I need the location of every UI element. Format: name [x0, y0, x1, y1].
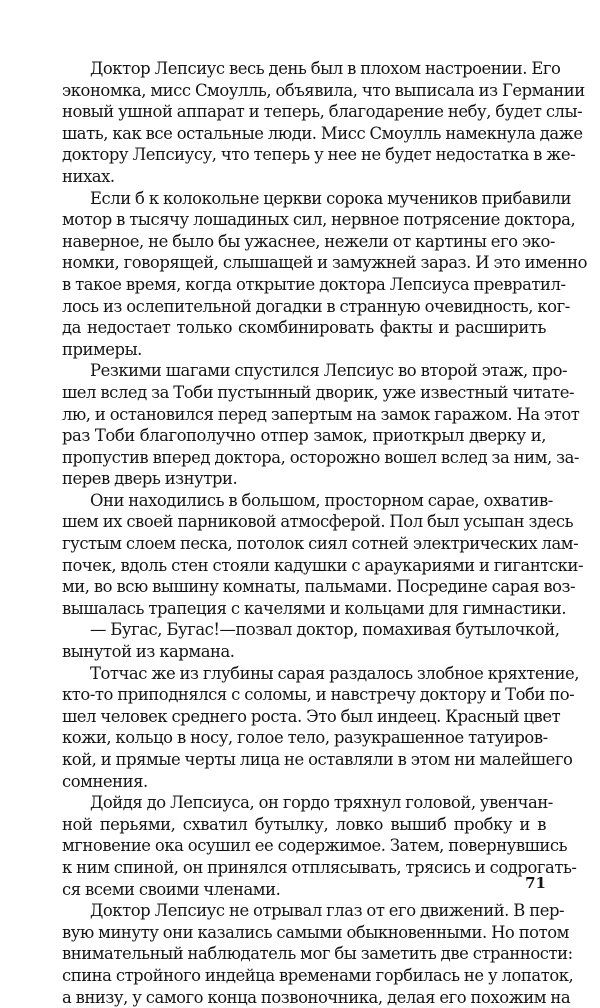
- text-line: спина стройного индейца временами горбилась не у лопаток,: [62, 965, 574, 985]
- text-line: Если б к колокольне церкви сорока мучеников прибавили: [90, 188, 572, 208]
- text-line: наверное, не было бы ужаснее, нежели от картины его эко-: [62, 231, 555, 251]
- text-line: нихах.: [62, 166, 115, 186]
- paragraph: [62, 663, 580, 793]
- text-line: примеры.: [62, 339, 142, 359]
- text-line: да недостает только скомбинировать факты и расширить: [62, 318, 546, 338]
- text-line: сомнения.: [62, 771, 148, 791]
- text-line: Тотчас же из глубины сарая раздалось злобное кряхтение,: [90, 663, 580, 683]
- text-line: номки, говорящей, слышащей и замужней зараз. И это именно: [62, 253, 587, 273]
- paragraph: [62, 792, 577, 900]
- text-line: — Бугас, Бугас!—позвал доктор, помахивая бутылочкой,: [90, 620, 560, 640]
- text-line: мотор в тысячу лошадиных сил, нервное потрясение доктора,: [62, 210, 576, 230]
- text-line: густым слоем песка, потолок сиял сотней электрических лам-: [62, 534, 579, 554]
- text-line: вынутой из кармана.: [62, 642, 235, 662]
- text-line: вую минуту они казались самыми обыкновенными. Но потом: [62, 922, 569, 942]
- text-line: Доктор Лепсиус весь день был в плохом настроении. Его: [90, 59, 561, 78]
- text-line: вышалась трапеция с качелями и кольцами для гимнастики.: [62, 598, 567, 618]
- text-line: ной перьями, схватил бутылку, ловко вышиб пробку и в: [62, 814, 546, 834]
- text-line: к ним спиной, он принялся отплясывать, трясись и содрогать-: [62, 857, 577, 877]
- text-line: Доктор Лепсиус не отрывал глаз от его движений. В пер-: [90, 901, 565, 921]
- text-line: шем их своей парниковой атмосферой. Пол был усыпан здесь: [62, 512, 574, 532]
- text-line: доктору Лепсиусу, что теперь у нее не будет недостатка в же-: [62, 145, 576, 165]
- paragraph: [62, 900, 574, 1008]
- text-line: шел человек среднего роста. Это был индеец. Красный цвет: [62, 706, 561, 726]
- paragraph: [62, 360, 580, 490]
- text-line: внимательный наблюдатель мог бы заметить две странности:: [62, 944, 573, 964]
- text-line: Дойдя до Лепсиуса, он гордо тряхнул головой, увенчан-: [90, 793, 553, 813]
- text-line: ся всеми своими членами.: [62, 879, 281, 899]
- text-line: кто-то приподнялся с соломы, и навстречу доктору и Тоби по-: [62, 685, 575, 705]
- text-line: Они находились в большом, просторном сарае, охватив-: [90, 490, 553, 510]
- text-line: кой, и прямые черты лица не оставляли в этом ни малейшего: [62, 750, 573, 769]
- text-line: лось из ослепительной догадки в странную очевидность, ког-: [62, 296, 570, 316]
- text-line: Резкими шагами спустился Лепсиус во второй этаж, про-: [90, 361, 568, 381]
- text-line: а внизу, у самого конца позвоночника, делая его похожим на: [62, 987, 571, 1007]
- text-line: пропустив вперед доктора, осторожно вошел вслед за ним, за-: [62, 447, 579, 467]
- paragraph: [62, 490, 584, 620]
- book-page: [62, 58, 587, 1007]
- text-line: мгновение ока осушил ее содержимое. Затем, повернувшись: [62, 836, 568, 856]
- paragraph: [62, 58, 585, 188]
- text-line: почек, вдоль стен стояли кадушки с араукариями и гигантски-: [62, 555, 584, 575]
- text-line: перев дверь изнутри.: [62, 469, 238, 489]
- text-line: в такое время, когда открытие доктора Лепсиуса превратил-: [62, 274, 566, 294]
- text-line: лю, и остановился перед запертым на замок гаражом. На этот: [62, 404, 580, 424]
- text-line: ми, во всю вышину комнаты, пальмами. Посредине сарая воз-: [62, 577, 576, 597]
- paragraph: [62, 619, 560, 662]
- text-line: шел вслед за Тоби пустынный дворик, уже известный читате-: [62, 382, 575, 402]
- text-line: шать, как все остальные люди. Мисс Смоулль намекнула даже: [62, 123, 583, 143]
- text-line: экономка, мисс Смоулль, объявила, что выписала из Германии: [62, 80, 585, 100]
- text-line: новый ушной аппарат и теперь, благодарение небу, будет слы-: [62, 102, 583, 122]
- page-number: 71: [525, 874, 546, 892]
- paragraph: [62, 188, 587, 361]
- body-text: [62, 58, 587, 1008]
- text-line: раз Тоби благополучно отпер замок, приоткрыл дверку и,: [62, 426, 546, 446]
- text-line: кожи, кольцо в носу, голое тело, разукрашенное татуиров-: [62, 728, 548, 748]
